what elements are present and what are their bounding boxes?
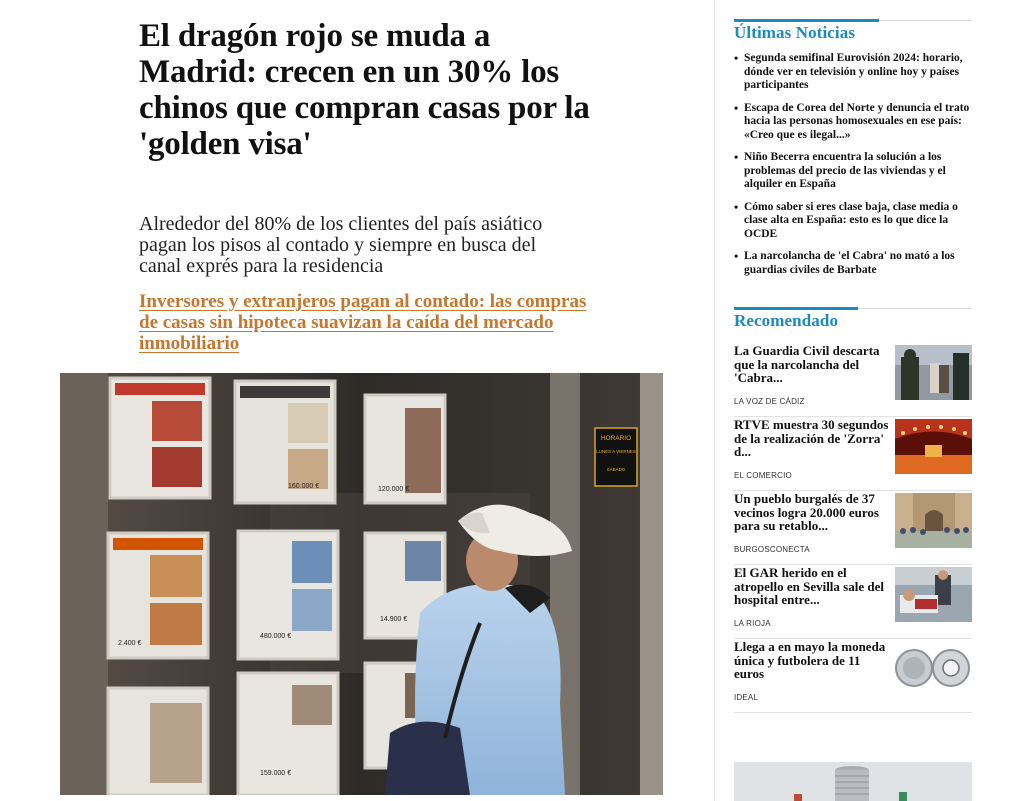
stage-lights-photo (895, 419, 972, 474)
svg-text:LUNES A VIERNES: LUNES A VIERNES (596, 449, 636, 454)
latest-news-title: Últimas Noticias (734, 23, 856, 42)
article-headline: El dragón rojo se muda a Madrid: crecen en un 30% los chinos que compran casas por la 'golden visa' (139, 18, 590, 162)
recommended-item-title: Llega a en mayo la moneda única y futbolera de 11 euros (734, 639, 886, 681)
recommended-item-source: IDEAL (734, 693, 759, 702)
bullet-icon: • (734, 199, 739, 214)
price-tag: 120.000 € (378, 486, 410, 493)
recommended-item-source: LA VOZ DE CÁDIZ (734, 397, 805, 406)
coins-photo (895, 641, 972, 696)
bullet-icon: • (734, 150, 739, 164)
latest-news-item-text: La narcolancha de 'el Cabra' no mató a los guardias civiles de Barbate (744, 250, 955, 276)
latest-news-item-text: Niño Becerra encuentra la solución a los problemas del precio de las viviendas y el alquiler en España (744, 151, 946, 190)
recommended-item[interactable] (734, 639, 972, 713)
recommended-item-title: Un pueblo burgalés de 37 vecinos logra 20.000 euros para su retablo... (734, 491, 879, 533)
bullet-icon: • (734, 100, 739, 115)
section-accent-bar (734, 19, 879, 22)
village-group-photo (895, 493, 972, 548)
latest-news-list (734, 52, 972, 277)
recommended-item[interactable] (734, 417, 972, 491)
latest-news-item[interactable] (734, 151, 972, 192)
sidebar-promo-image[interactable] (734, 762, 972, 801)
bullet-icon: • (734, 51, 739, 65)
svg-text:HORARIO: HORARIO (600, 435, 632, 442)
price-tag: 14.900 € (380, 616, 408, 623)
related-article-link[interactable]: Inversores y extranjeros pagan al contado: las compras de casas sin hipoteca suavizan la caída del mercado inmobiliario (139, 291, 587, 354)
bullet-icon: • (734, 249, 739, 263)
svg-text:SÁBADO: SÁBADO (606, 467, 626, 472)
recommended-item-source: LA RIOJA (734, 619, 771, 628)
recommended-item[interactable] (734, 343, 972, 417)
recommended-item-source: BURGOSCONECTA (734, 545, 810, 554)
recommended-item[interactable] (734, 565, 972, 639)
recommended-item[interactable] (734, 491, 972, 565)
latest-news-item-text: Segunda semifinal Eurovisión 2024: horario, dónde ver en televisión y online hoy y países participantes (744, 52, 963, 91)
hospital-photo (895, 567, 972, 622)
price-tag: 159.000 € (260, 770, 292, 777)
police-officers-photo (895, 345, 972, 400)
latest-news-item[interactable] (734, 201, 972, 242)
article-lede: Alrededor del 80% de los clientes del país asiático pagan los pisos al contado y siempre en busca del canal exprés para la residencia (139, 213, 543, 277)
latest-news-section (734, 20, 972, 286)
price-tag: 160.000 € (288, 483, 320, 490)
latest-news-header (734, 20, 972, 43)
recommended-header (734, 308, 972, 331)
opening-hours-sign (595, 428, 637, 486)
recommended-item-source: EL COMERCIO (734, 471, 792, 480)
recommended-section (734, 308, 972, 713)
latest-news-item-text: Cómo saber si eres clase baja, clase media o clase alta en España: esto es lo que dice la OCDE (744, 200, 958, 240)
section-accent-bar (734, 307, 858, 310)
column-divider (714, 0, 715, 801)
price-tag: 480.000 € (260, 633, 292, 640)
latest-news-item-text: Escapa de Corea del Norte y denuncia el trato hacia las personas homosexuales en ese país: «Creo que es ilegal...» (744, 101, 970, 141)
latest-news-item[interactable] (734, 52, 972, 93)
recommended-item-title: La Guardia Civil descarta que la narcolancha del 'Cabra... (734, 343, 880, 385)
latest-news-item[interactable] (734, 102, 972, 143)
recommended-list (734, 343, 972, 713)
latest-news-item[interactable] (734, 250, 972, 277)
recommended-item-title: El GAR herido en el atropello en Sevilla sale del hospital entre... (734, 565, 884, 607)
article-photo (60, 373, 663, 795)
recommended-title: Recomendado (734, 311, 839, 330)
recommended-item-title: RTVE muestra 30 segundos de la realización de 'Zorra' d... (734, 417, 889, 459)
price-tag: 2.400 € (118, 640, 142, 647)
